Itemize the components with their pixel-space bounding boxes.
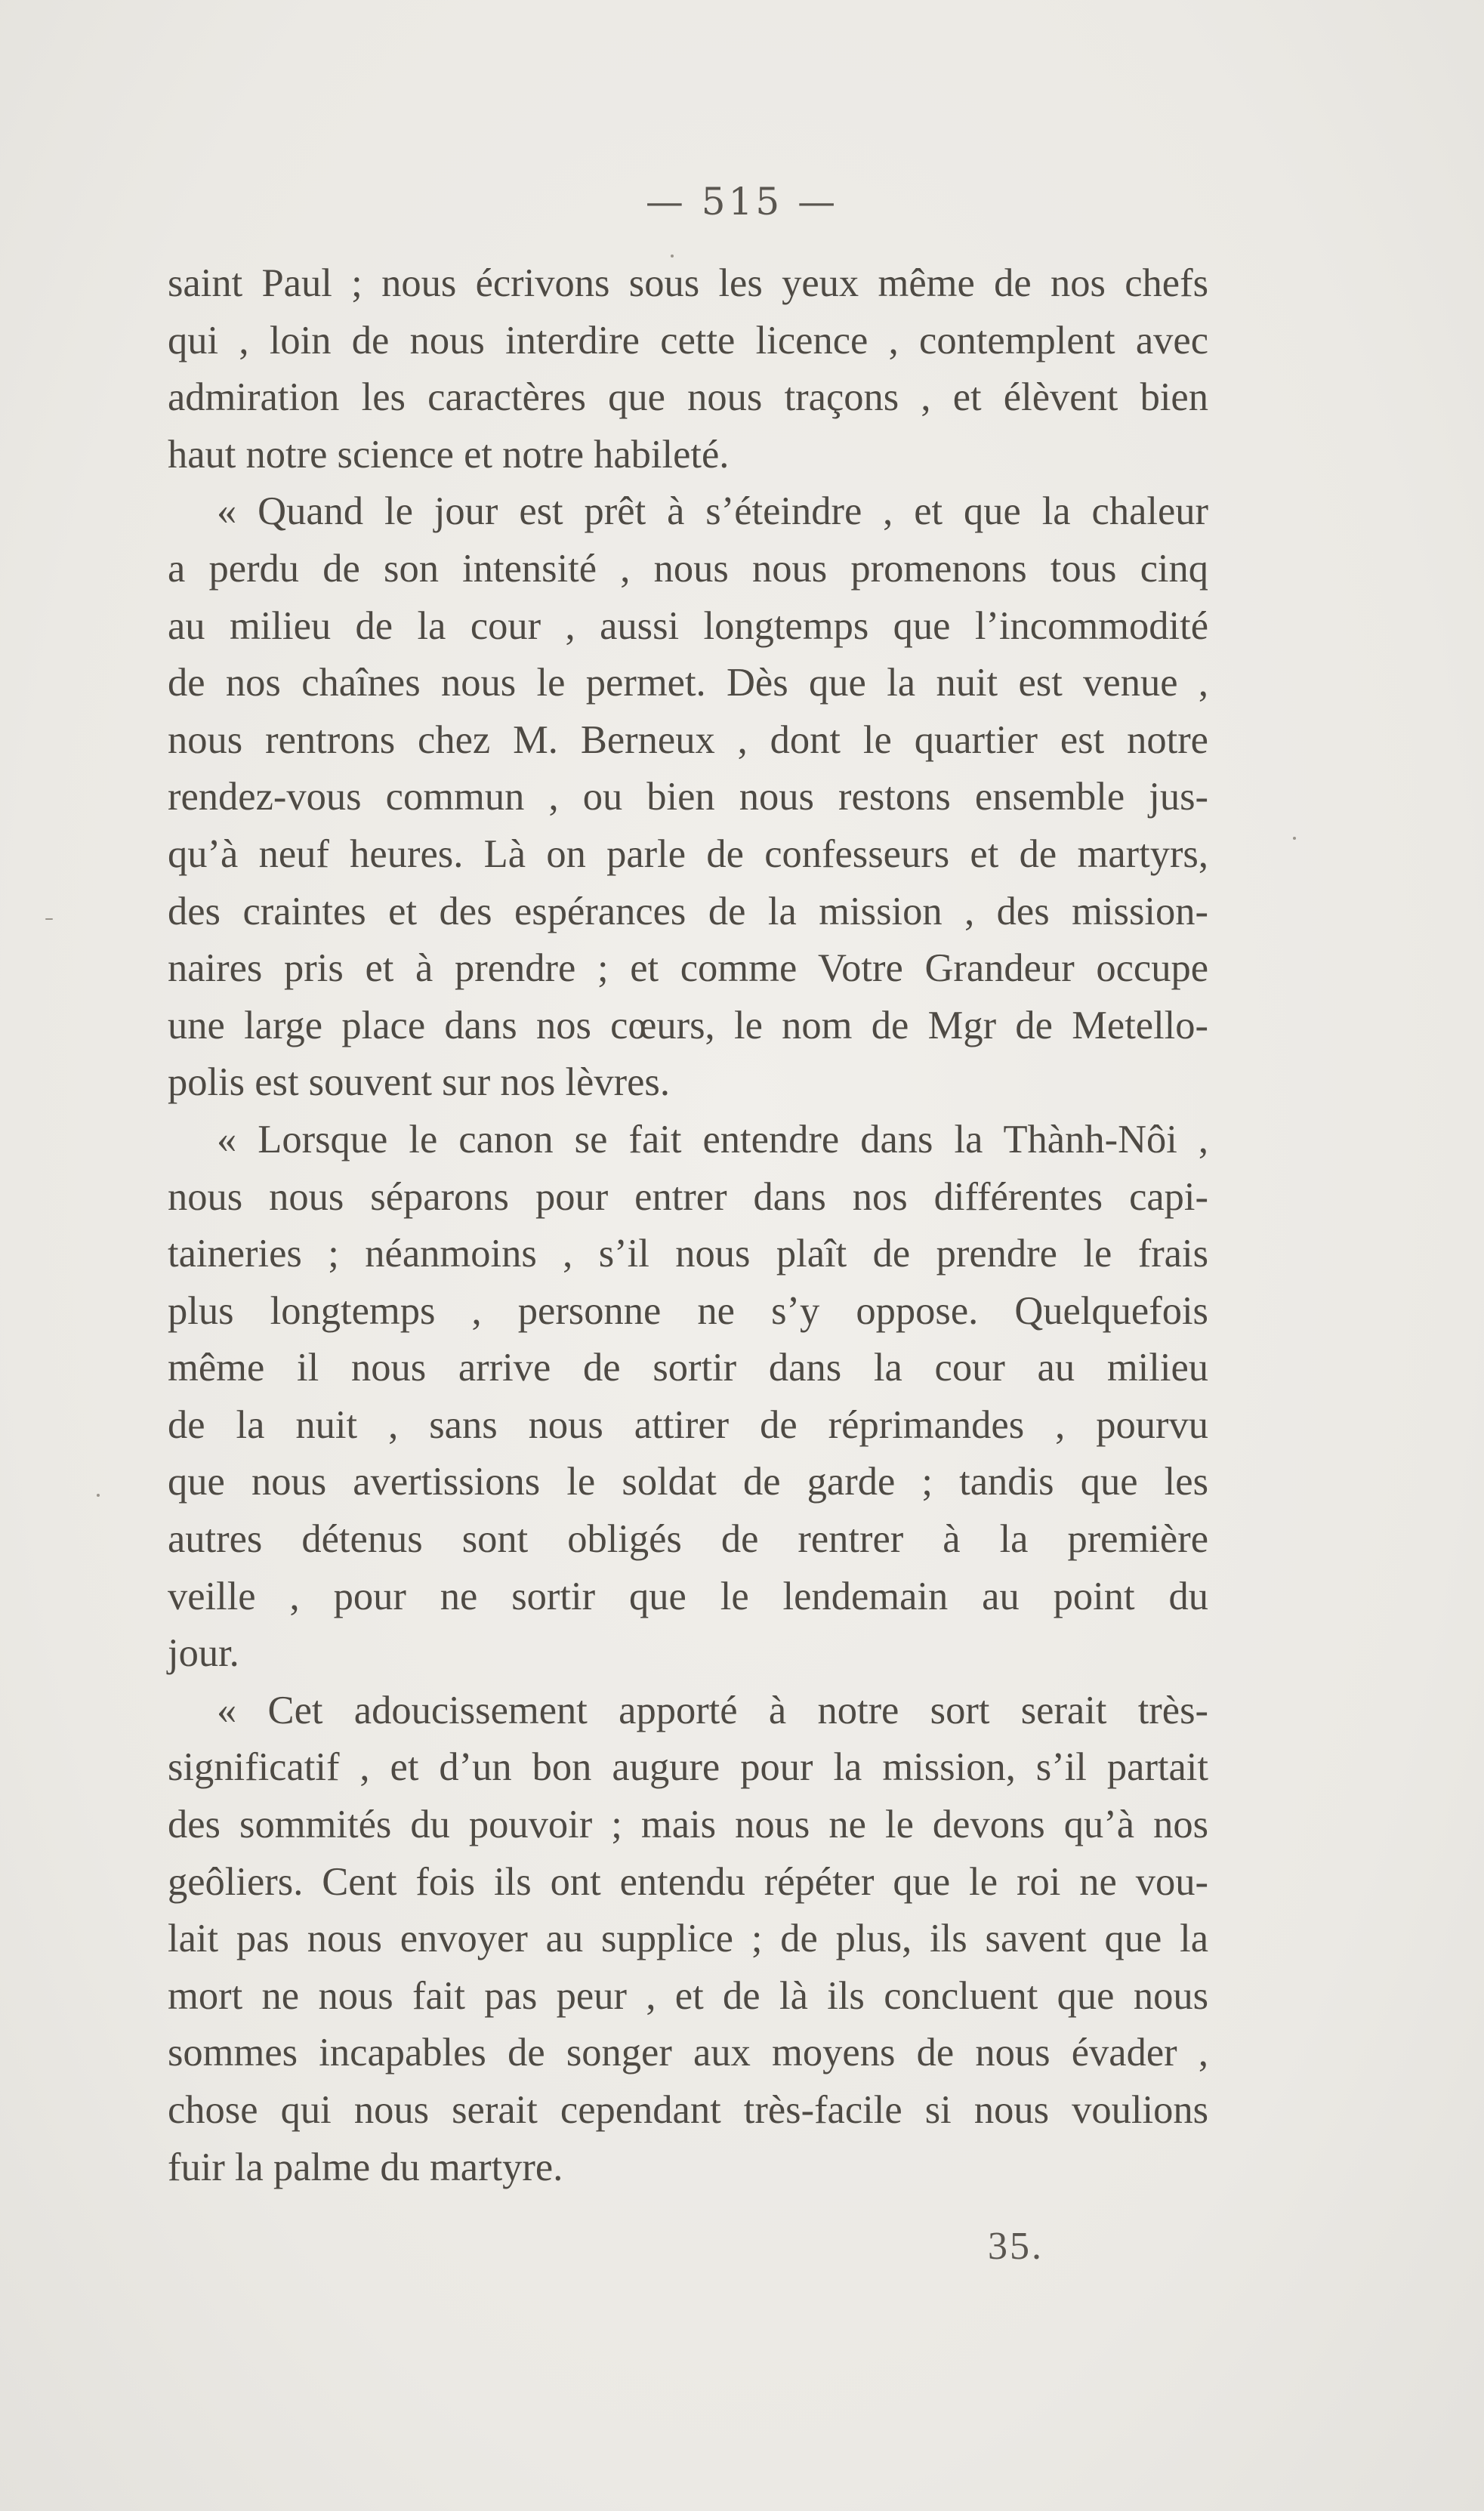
text-line: autres détenus sont obligés de rentrer à la première	[168, 1517, 1208, 1562]
text-line: « Cet adoucissement apporté à notre sort serait très-	[217, 1688, 1208, 1732]
text-line: saint Paul ; nous écrivons sous les yeux même de nos chefs	[168, 261, 1208, 305]
paper-speck	[45, 918, 53, 920]
text-line: qui , loin de nous interdire cette licence , contemplent avec	[168, 318, 1208, 362]
text-line: naires pris et à prendre ; et comme Votre Grandeur occupe	[168, 946, 1208, 991]
text-line: au milieu de la cour , aussi longtemps que l’incommodité	[168, 603, 1208, 648]
text-line: a perdu de son intensité , nous nous promenons tous cinq	[168, 546, 1208, 591]
paper-speck	[97, 1494, 100, 1497]
text-line: qu’à neuf heures. Là on parle de confesseurs et de martyrs,	[168, 831, 1208, 876]
text-line: significatif , et d’un bon augure pour la mission, s’il partait	[168, 1745, 1208, 1790]
text-line: « Lorsque le canon se fait entendre dans la Thành-Nôi ,	[217, 1117, 1208, 1161]
text-line: geôliers. Cent fois ils ont entendu répéter que le roi ne vou-	[168, 1859, 1208, 1904]
text-line: rendez-vous commun , ou bien nous restons ensemble jus-	[168, 775, 1208, 819]
text-line: nous rentrons chez M. Berneux , dont le quartier est notre	[168, 717, 1208, 762]
text-line: veille , pour ne sortir que le lendemain au point du	[168, 1574, 1208, 1618]
page-number-header: — 515 —	[645, 180, 839, 224]
text-line: chose qui nous serait cependant très-facile si nous voulions	[168, 2088, 1208, 2132]
signature-mark: 35.	[988, 2225, 1044, 2268]
text-line: fuir la palme du martyre.	[168, 2145, 563, 2189]
text-line: taineries ; néanmoins , s’il nous plaît de prendre le frais	[168, 1232, 1208, 1276]
paper-speck	[1293, 837, 1296, 840]
body-text	[168, 255, 1208, 2196]
text-line: de la nuit , sans nous attirer de réprimandes , pourvu	[168, 1402, 1208, 1447]
text-line: jour.	[168, 1631, 239, 1676]
text-line: que nous avertissions le soldat de garde ; tandis que les	[168, 1460, 1208, 1504]
text-line: haut notre science et notre habileté.	[168, 432, 730, 477]
text-line: une large place dans nos cœurs, le nom de Mgr de Metello-	[168, 1003, 1208, 1047]
text-line: mort ne nous fait pas peur , et de là ils concluent que nous	[168, 1973, 1208, 2018]
text-line: sommes incapables de songer aux moyens de nous évader ,	[168, 2031, 1208, 2075]
text-line: de nos chaînes nous le permet. Dès que la nuit est venue ,	[168, 661, 1208, 705]
text-line: même il nous arrive de sortir dans la cour au milieu	[168, 1346, 1208, 1390]
text-line: lait pas nous envoyer au supplice ; de plus, ils savent que la	[168, 1917, 1208, 1961]
text-line: des craintes et des espérances de la mission , des mission-	[168, 889, 1208, 933]
text-line: plus longtemps , personne ne s’y oppose. Quelquefois	[168, 1288, 1208, 1333]
text-line: « Quand le jour est prêt à s’éteindre , et que la chaleur	[217, 489, 1208, 534]
paper-speck	[671, 254, 674, 258]
text-line: polis est souvent sur nos lèvres.	[168, 1060, 670, 1105]
text-line: nous nous séparons pour entrer dans nos différentes capi-	[168, 1174, 1208, 1219]
text-line: admiration les caractères que nous traçons , et élèvent bien	[168, 375, 1208, 420]
text-line: des sommités du pouvoir ; mais nous ne le devons qu’à nos	[168, 1803, 1208, 1847]
